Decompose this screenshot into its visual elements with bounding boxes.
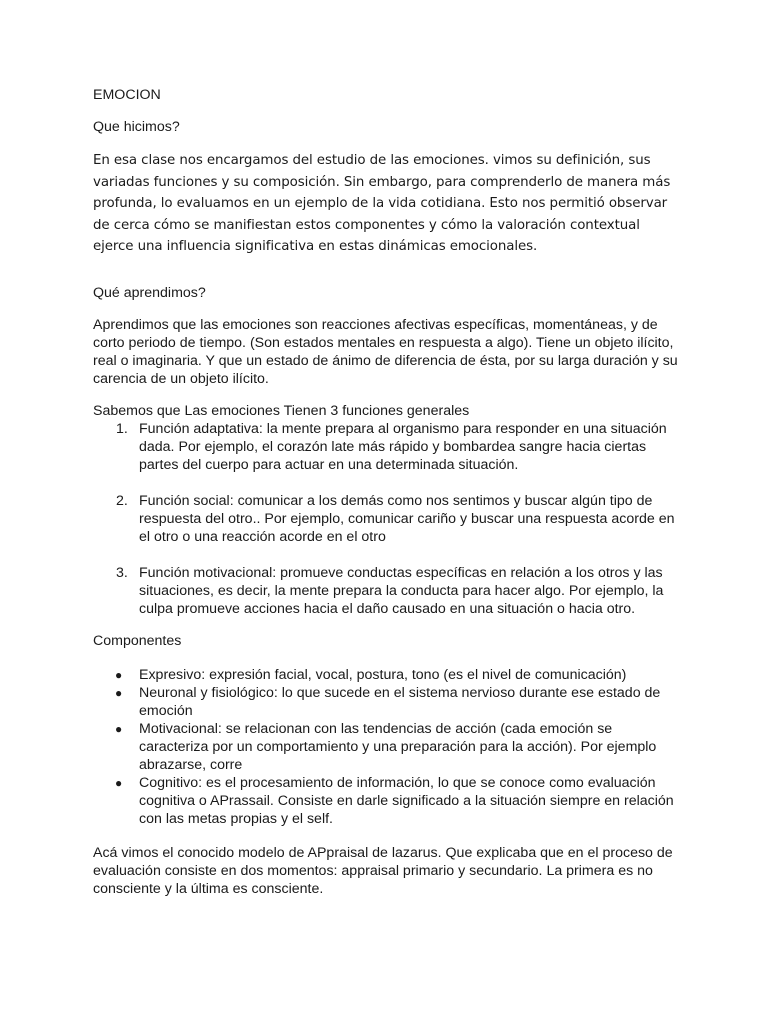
list-item-text: Cognitivo: es el procesamiento de información, lo que se conoce como evaluación cognitiva o APrassail. Consiste en darle significado a la situación siempre en relación con las metas propias y el self. xyxy=(139,774,674,827)
section-paragraph-que-hicimos: En esa clase nos encargamos del estudio de las emociones. vimos su definición, sus variadas funciones y su composición. Sin embargo, para comprenderlo de manera más profunda, lo evaluamos en un ejemplo de la vida cotidiana. Esto nos permitió observar de cerca cómo se manifiestan estos componentes y cómo la valoración contextual ejerce una influencia significativa en estas dinámicas emocionales. xyxy=(93,153,671,254)
functions-intro: Sabemos que Las emociones Tienen 3 funciones generales xyxy=(93,402,470,419)
document-body xyxy=(93,86,683,898)
list-item-neuronal xyxy=(115,684,683,720)
list-item-text: Motivacional: se relacionan con las tendencias de acción (cada emoción se caracteriza por un comportamiento y una preparación para la acción). Por ejemplo abrazarse, corre xyxy=(139,720,657,773)
list-number: 1. xyxy=(116,420,128,437)
bullet-icon: ● xyxy=(115,685,123,700)
list-item-text: Función social: comunicar a los demás como nos sentimos y buscar algún tipo de respuesta del otro.. Por ejemplo, comunicar cariño y buscar una respuesta acorde en el otro o una reacción acorde en el otro xyxy=(139,492,675,545)
components-list xyxy=(93,666,683,828)
list-item-expresivo xyxy=(115,666,683,684)
list-number: 3. xyxy=(116,564,128,581)
bullet-icon: ● xyxy=(115,775,123,790)
section-heading-que-hicimos: Que hicimos? xyxy=(93,119,180,135)
list-item-text: Función adaptativa: la mente prepara al organismo para responder en una situación dada. Por ejemplo, el corazón late más rápido y bombardea sangre hacia ciertas partes del cuerpo para actuar en una determinada situación. xyxy=(139,420,667,473)
closing-paragraph: Acá vimos el conocido modelo de APpraisal de lazarus. Que explicaba que en el proceso de evaluación consiste en dos momentos: appraisal primario y secundario. La primera es no consciente y la última es consciente. xyxy=(93,844,673,897)
list-item-text: Neuronal y fisiológico: lo que sucede en el sistema nervioso durante ese estado de emoción xyxy=(139,684,661,719)
section-heading-componentes: Componentes xyxy=(93,632,182,649)
bullet-icon: ● xyxy=(115,667,123,682)
list-number: 2. xyxy=(116,492,128,509)
bullet-icon: ● xyxy=(115,721,123,736)
list-item-text: Función motivacional: promueve conductas específicas en relación a los otros y las situaciones, es decir, la mente prepara la conducta para hacer algo. Por ejemplo, la culpa promueve acciones hacia el daño causado en una situación o hacia otro. xyxy=(139,564,664,617)
list-item-cognitivo xyxy=(115,774,683,828)
list-item-function-adaptativa xyxy=(116,420,683,474)
section-paragraph-que-aprendimos: Aprendimos que las emociones son reacciones afectivas específicas, momentáneas, y de corto periodo de tiempo. (Son estados mentales en respuesta a algo). Tiene un objeto ilícito, real o imaginaria. Y que un estado de ánimo de diferencia de ésta, por su larga duración y su carencia de un objeto ilícito. xyxy=(93,316,678,387)
list-item-function-motivacional xyxy=(116,564,683,618)
document-title: EMOCION xyxy=(93,87,161,103)
section-heading-que-aprendimos: Qué aprendimos? xyxy=(93,284,206,301)
list-item-motivacional xyxy=(115,720,683,774)
list-item-text: Expresivo: expresión facial, vocal, postura, tono (es el nivel de comunicación) xyxy=(139,666,627,683)
list-item-function-social xyxy=(116,492,683,546)
functions-list xyxy=(93,420,683,618)
